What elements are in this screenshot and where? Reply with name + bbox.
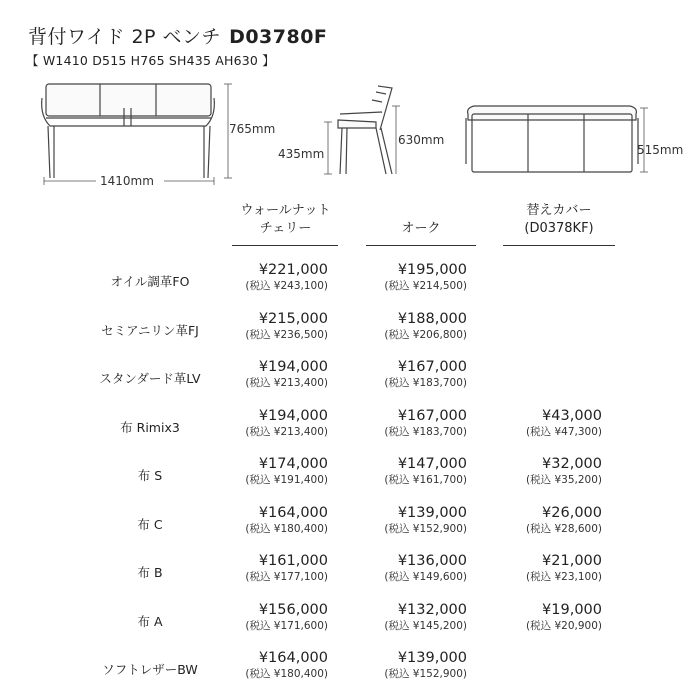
price-tax-included: (税込 ¥35,200) bbox=[526, 474, 602, 486]
col-header-cover-label: 替えカバー bbox=[526, 203, 592, 218]
price-cell bbox=[245, 553, 328, 584]
header-rule-3 bbox=[503, 245, 615, 246]
price-tax-included: (税込 ¥243,100) bbox=[245, 280, 328, 292]
price-cell bbox=[526, 408, 602, 439]
price-value: ¥164,000 bbox=[258, 504, 328, 521]
price-tax-included: (税込 ¥180,400) bbox=[245, 522, 328, 535]
col-header-oak bbox=[366, 220, 476, 238]
price-value: ¥195,000 bbox=[397, 262, 467, 278]
price-cell bbox=[245, 359, 328, 390]
row-label: オイル調革FO bbox=[110, 274, 190, 289]
price-tax-included: (税込 ¥23,100) bbox=[526, 571, 602, 583]
price-cell bbox=[384, 456, 467, 487]
price-cell bbox=[245, 602, 328, 633]
price-value: ¥167,000 bbox=[397, 407, 467, 424]
col-header-walnut: ウォールナット bbox=[240, 203, 331, 218]
depth-dimension-label: 515mm bbox=[637, 143, 684, 157]
price-value: ¥147,000 bbox=[397, 456, 467, 472]
row-label: 布 C bbox=[137, 516, 163, 532]
row-label: 布 B bbox=[137, 565, 163, 580]
row-label: 布 S bbox=[137, 468, 163, 483]
row-label: 布 A bbox=[137, 613, 163, 629]
col-header-cover bbox=[500, 202, 618, 238]
width-dimension-label: 1410mm bbox=[100, 174, 154, 188]
price-value: ¥19,000 bbox=[542, 601, 602, 618]
row-label: セミアニリン革FJ bbox=[101, 322, 199, 338]
price-value: ¥136,000 bbox=[397, 553, 467, 569]
price-value: ¥174,000 bbox=[258, 456, 328, 472]
product-title bbox=[28, 22, 327, 49]
arm-height-dimension-label: 630mm bbox=[398, 133, 445, 147]
header-rule-1 bbox=[232, 245, 338, 246]
price-value: ¥43,000 bbox=[542, 407, 602, 424]
price-tax-included: (税込 ¥183,700) bbox=[384, 377, 467, 389]
price-tax-included: (税込 ¥152,900) bbox=[384, 522, 467, 535]
price-value: ¥139,000 bbox=[397, 650, 467, 666]
price-value: ¥167,000 bbox=[397, 359, 467, 375]
price-value: ¥132,000 bbox=[397, 601, 467, 618]
price-cell bbox=[526, 553, 602, 584]
price-value: ¥139,000 bbox=[397, 504, 467, 521]
top-view-drawing bbox=[460, 100, 650, 180]
price-tax-included: (税込 ¥149,600) bbox=[384, 571, 467, 583]
price-tax-included: (税込 ¥152,900) bbox=[384, 668, 467, 680]
price-tax-included: (税込 ¥213,400) bbox=[245, 425, 328, 438]
price-tax-included: (税込 ¥213,400) bbox=[245, 377, 328, 389]
product-name: 背付ワイド 2P ベンチ bbox=[28, 26, 222, 48]
row-label: ソフトレザーBW bbox=[102, 662, 198, 677]
col-header-walnut-cherry bbox=[228, 202, 343, 238]
price-value: ¥32,000 bbox=[542, 456, 602, 472]
price-value: ¥21,000 bbox=[542, 553, 602, 569]
dimension-summary: 【 W1410 D515 H765 SH435 AH630 】 bbox=[26, 53, 275, 68]
col-header-cover-code: (D0378KF) bbox=[524, 221, 594, 236]
header-rule-2 bbox=[366, 245, 476, 246]
price-tax-included: (税込 ¥180,400) bbox=[245, 668, 328, 680]
price-value: ¥26,000 bbox=[542, 504, 602, 521]
price-tax-included: (税込 ¥20,900) bbox=[526, 619, 602, 632]
height-dimension-label: 765mm bbox=[229, 122, 276, 136]
price-tax-included: (税込 ¥214,500) bbox=[384, 280, 467, 292]
price-cell bbox=[245, 408, 328, 439]
price-cell bbox=[384, 650, 467, 681]
price-value: ¥194,000 bbox=[258, 359, 328, 375]
price-tax-included: (税込 ¥28,600) bbox=[526, 522, 602, 535]
price-cell bbox=[245, 505, 328, 536]
price-cell bbox=[384, 505, 467, 536]
price-cell bbox=[384, 408, 467, 439]
product-code: D03780F bbox=[229, 26, 328, 48]
col-header-cherry: チェリー bbox=[259, 221, 312, 236]
price-cell bbox=[526, 602, 602, 633]
price-tax-included: (税込 ¥177,100) bbox=[245, 571, 328, 583]
col-header-oak-label: オーク bbox=[401, 221, 441, 236]
price-value: ¥215,000 bbox=[258, 310, 328, 327]
price-value: ¥194,000 bbox=[258, 407, 328, 424]
price-cell bbox=[384, 602, 467, 633]
row-label: スタンダード革LV bbox=[99, 371, 201, 386]
price-cell bbox=[384, 262, 467, 293]
price-cell bbox=[384, 359, 467, 390]
price-tax-included: (税込 ¥47,300) bbox=[526, 425, 602, 438]
price-tax-included: (税込 ¥191,400) bbox=[245, 474, 328, 486]
price-cell bbox=[384, 553, 467, 584]
price-value: ¥221,000 bbox=[258, 262, 328, 278]
price-cell bbox=[245, 456, 328, 487]
price-value: ¥156,000 bbox=[258, 601, 328, 618]
seat-height-dimension-label: 435mm bbox=[278, 147, 325, 161]
price-cell bbox=[526, 456, 602, 487]
price-tax-included: (税込 ¥161,700) bbox=[384, 474, 467, 486]
price-tax-included: (税込 ¥206,800) bbox=[384, 328, 467, 341]
price-value: ¥188,000 bbox=[397, 310, 467, 327]
price-tax-included: (税込 ¥171,600) bbox=[245, 619, 328, 632]
price-value: ¥161,000 bbox=[258, 553, 328, 569]
price-value: ¥164,000 bbox=[258, 650, 328, 666]
price-tax-included: (税込 ¥236,500) bbox=[245, 328, 328, 341]
price-cell bbox=[245, 311, 328, 342]
price-tax-included: (税込 ¥145,200) bbox=[384, 619, 467, 632]
row-label: 布 Rimix3 bbox=[120, 419, 180, 435]
side-view-drawing bbox=[320, 78, 400, 183]
price-cell bbox=[245, 650, 328, 681]
price-cell bbox=[526, 505, 602, 536]
price-cell bbox=[384, 311, 467, 342]
price-tax-included: (税込 ¥183,700) bbox=[384, 425, 467, 438]
price-cell bbox=[245, 262, 328, 293]
